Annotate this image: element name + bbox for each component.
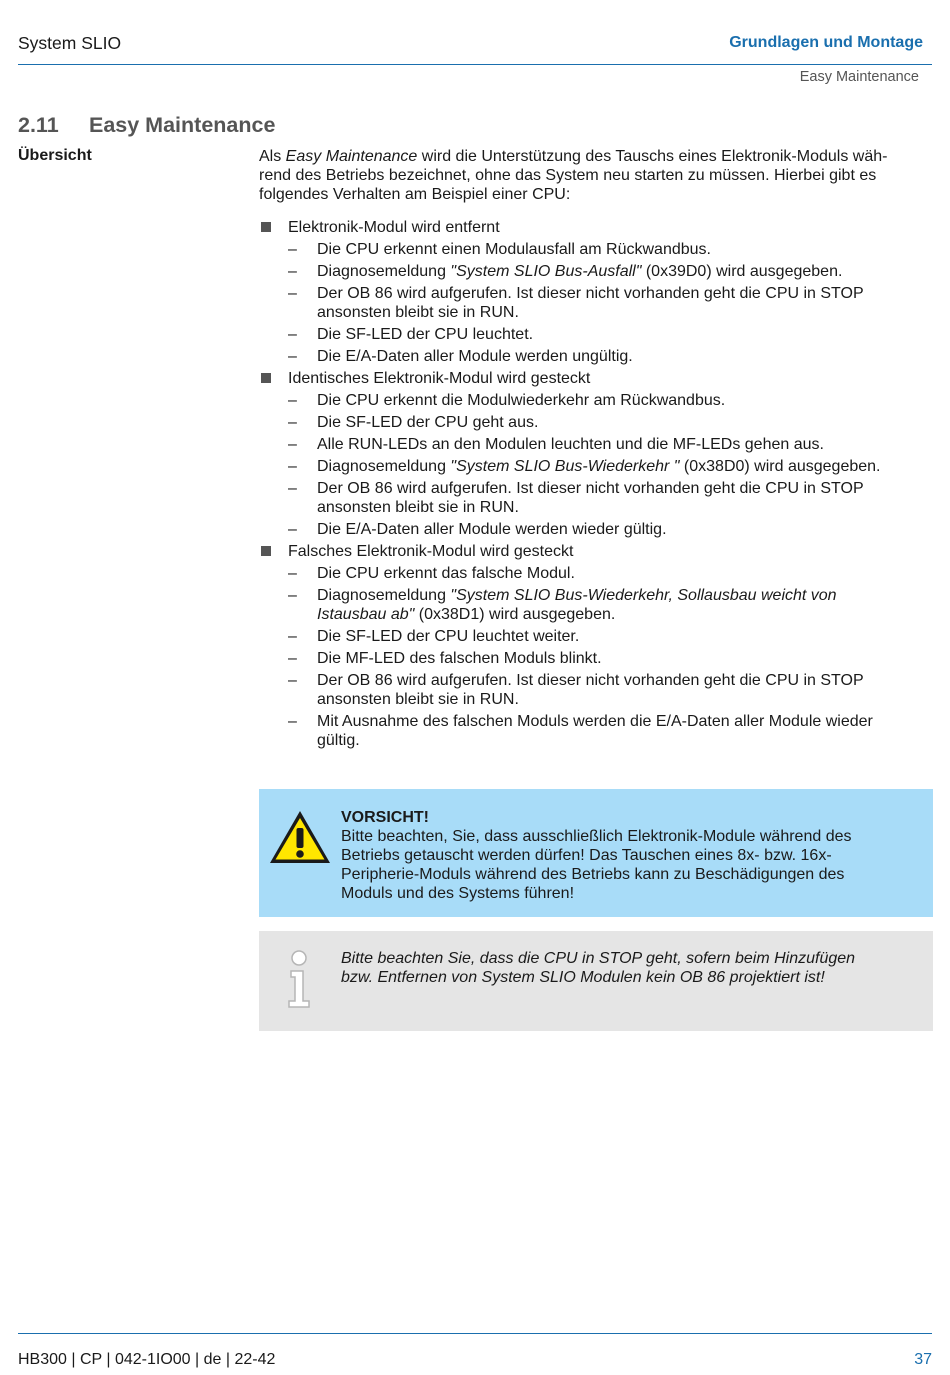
intro-line-1: Als Easy Maintenance wird die Unterstützung des Tauschs eines Elektronik-Moduls wäh- [259, 148, 888, 165]
intro-paragraph [259, 147, 931, 204]
info-note-box [259, 931, 933, 1031]
dash-bullet-icon: – [288, 650, 297, 667]
dash-bullet-icon: – [288, 241, 297, 258]
list-item: – Der OB 86 wird aufgerufen. Ist dieser nicht vorhanden geht die CPU in STOP ansonsten bleibt sie in RUN. [288, 480, 864, 516]
intro-term: Easy Maintenance [285, 148, 418, 165]
list-item: – Die CPU erkennt das falsche Modul. [288, 565, 575, 582]
dash-bullet-icon: – [288, 285, 297, 302]
main-content [259, 147, 931, 753]
list-item: – Die E/A-Daten aller Module werden wieder gültig. [288, 521, 667, 538]
intro-line-3: folgendes Verhalten am Beispiel einer CPU: [259, 186, 571, 203]
dash-bullet-icon: – [288, 263, 297, 280]
list-item: – Die CPU erkennt die Modulwiederkehr am Rückwandbus. [288, 392, 726, 409]
list-item: – Diagnosemeldung "System SLIO Bus-Wiederkehr, Sollausbau weicht von Istausbau ab" (0x38D1) wird ausgegeben. [288, 587, 837, 623]
list-item: – Die MF-LED des falschen Moduls blinkt. [288, 650, 602, 667]
square-bullet-icon [261, 546, 271, 556]
dash-bullet-icon: – [288, 348, 297, 365]
dash-bullet-icon: – [288, 480, 297, 497]
intro-line-2: rend des Betriebs bezeichnet, ohne das System neu starten zu müssen. Hierbei gibt es [259, 167, 877, 184]
dash-bullet-icon: – [288, 672, 297, 689]
list-item: – Der OB 86 wird aufgerufen. Ist dieser nicht vorhanden geht die CPU in STOP ansonsten bleibt sie in RUN. [288, 672, 864, 708]
info-icon [284, 949, 314, 1011]
dash-bullet-icon: – [288, 713, 297, 730]
square-bullet-icon [261, 222, 271, 232]
bullet-group-removed: Elektronik-Modul wird entfernt [259, 218, 931, 237]
list-item: – Der OB 86 wird aufgerufen. Ist dieser nicht vorhanden geht die CPU in STOP ansonsten bleibt sie in RUN. [288, 285, 864, 321]
list-item: – Die SF-LED der CPU geht aus. [288, 414, 539, 431]
caution-text: VORSICHT! Bitte beachten, Sie, dass ausschließlich Elektronik-Module während des Betriebs getauscht werden dürfen! Das Tauschen eines 8x- bzw. 16x- Peripherie-Moduls während des Betriebs kann zu Beschädigungen des Moduls und des Systems führen! [341, 808, 916, 903]
footer-divider [18, 1333, 932, 1334]
caution-title: VORSICHT! [341, 809, 429, 826]
dash-bullet-icon: – [288, 436, 297, 453]
dash-bullet-icon: – [288, 628, 297, 645]
header-divider [18, 64, 932, 65]
list-item: – Diagnosemeldung "System SLIO Bus-Wiederkehr " (0x38D0) wird ausgegeben. [288, 458, 881, 475]
dash-bullet-icon: – [288, 587, 297, 604]
list-item: – Die E/A-Daten aller Module werden ungültig. [288, 348, 633, 365]
warning-triangle-icon [268, 809, 332, 865]
dash-bullet-icon: – [288, 392, 297, 409]
dash-bullet-icon: – [288, 521, 297, 538]
bullet-group-identical: Identisches Elektronik-Modul wird gesteckt [259, 369, 931, 388]
header-section-ref: Easy Maintenance [799, 69, 919, 85]
section-number: 2.11 [18, 113, 59, 137]
list-item: – Die CPU erkennt einen Modulausfall am Rückwandbus. [288, 241, 711, 258]
list-item: – Alle RUN-LEDs an den Modulen leuchten und die MF-LEDs gehen aus. [288, 436, 824, 453]
footer-doc-ref: HB300 | CP | 042-1IO00 | de | 22-42 [18, 1351, 276, 1368]
caution-box [259, 789, 933, 917]
header-product: System SLIO [18, 33, 122, 53]
footer-page-number: 37 [914, 1351, 932, 1368]
bullet-group-wrong: Falsches Elektronik-Modul wird gesteckt [259, 542, 931, 561]
info-note-text: Bitte beachten Sie, dass die CPU in STOP geht, sofern beim Hinzufügen bzw. Entfernen von System SLIO Modulen kein OB 86 projektiert ist! [341, 950, 856, 986]
dash-bullet-icon: – [288, 458, 297, 475]
list-item: – Die SF-LED der CPU leuchtet weiter. [288, 628, 580, 645]
side-label-overview: Übersicht [18, 147, 92, 164]
square-bullet-icon [261, 373, 271, 383]
section-title: Easy Maintenance [89, 113, 276, 137]
list-item: – Mit Ausnahme des falschen Moduls werden die E/A-Daten aller Module wieder gültig. [288, 713, 873, 749]
dash-bullet-icon: – [288, 565, 297, 582]
header-chapter: Grundlagen und Montage [729, 34, 923, 51]
dash-bullet-icon: – [288, 326, 297, 343]
list-item: – Die SF-LED der CPU leuchtet. [288, 326, 534, 343]
dash-bullet-icon: – [288, 414, 297, 431]
section-heading [18, 113, 275, 138]
list-item: – Diagnosemeldung "System SLIO Bus-Ausfall" (0x39D0) wird ausgegeben. [288, 263, 843, 280]
